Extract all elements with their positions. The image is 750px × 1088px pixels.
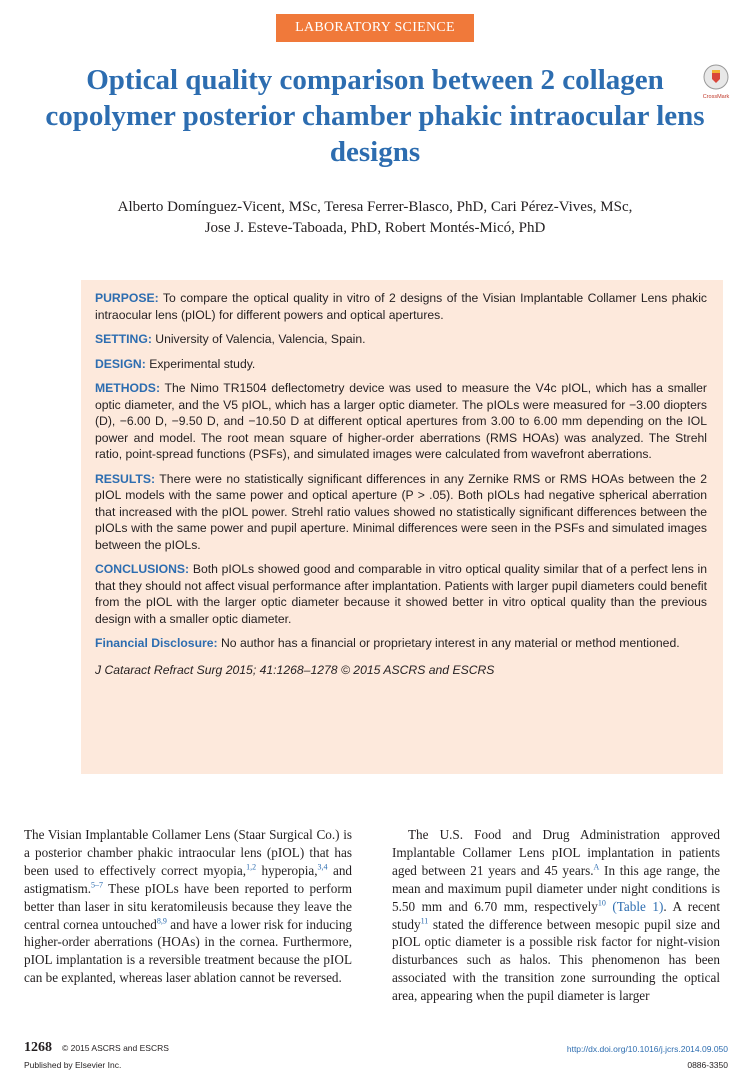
abstract-purpose bbox=[95, 290, 707, 323]
abstract-methods bbox=[95, 380, 707, 463]
reference-link[interactable]: 11 bbox=[420, 916, 429, 926]
results-label: RESULTS: bbox=[95, 471, 156, 486]
body-column-right bbox=[392, 826, 720, 1005]
reference-link[interactable]: 5–7 bbox=[91, 880, 104, 890]
authors-line-1: Alberto Domínguez-Vicent, MSc, Teresa Ferrer-Blasco, PhD, Cari Pérez-Vives, MSc, bbox=[117, 199, 633, 215]
abstract-disclosure bbox=[95, 635, 707, 652]
abstract-box bbox=[81, 280, 723, 774]
reference-link[interactable]: 3,4 bbox=[317, 862, 328, 872]
footer-page-info bbox=[24, 1040, 169, 1056]
body-text: and astigmatism. bbox=[24, 862, 353, 896]
body-text: . A recent study bbox=[392, 898, 721, 932]
body-column-left bbox=[24, 826, 352, 987]
purpose-text: To compare the optical quality in vitro of 2 designs of the Visian Implantable Collamer Lens phakic intraocular lens (pIOL) for different powers and optical apertures. bbox=[95, 291, 707, 322]
page-number: 1268 bbox=[24, 1040, 52, 1055]
author-list bbox=[40, 197, 710, 239]
crossmark-label: CrossMark bbox=[702, 94, 730, 100]
body-text: hyperopia, bbox=[256, 862, 318, 878]
body-text: stated the difference between mesopic pupil size and pIOL optic diameter is a possible risk factor for night-vision disturbances such as halos. This phenomenon has been associated with the transition zone surrounding the optical area, appearing when the pupil diameter is larger bbox=[392, 916, 720, 1004]
results-text: There were no statistically significant differences in any Zernike RMS or RMS HOAs between the 2 pIOL models with the same power and optical aperture (P > .05). Both pIOLs had negative spherical aberration that increased with the pIOL power. Strehl ratio values showed no statistically significant differences between the pIOLs with the same power and pupil aperture. Minimal differences were seen in the PSFs and simulated images between the pIOLs. bbox=[95, 471, 707, 552]
reference-link[interactable]: A bbox=[593, 862, 600, 872]
abstract-design bbox=[95, 356, 707, 373]
setting-text: University of Valencia, Valencia, Spain. bbox=[155, 332, 366, 346]
body-text: The U.S. Food and Drug Administration approved Implantable Collamer Lens pIOL implantation in patients aged between 21 years and 45 years. bbox=[392, 827, 720, 878]
conclusions-text: Both pIOLs showed good and comparable in vitro optical quality similar that of a perfect lens in that they should not affect visual performance after implantation. Patients with larger pupil diameters could benefit from the pIOL with the larger optic diameter because it showed better in vitro optical quality than the previous design with a smaller optic diameter. bbox=[95, 562, 707, 626]
body-text: In this age range, the mean and maximum pupil diameter under night conditions is 5.50 mm and 6.70 mm, respectively bbox=[392, 862, 720, 914]
publisher-line: Published by Elsevier Inc. bbox=[24, 1060, 122, 1070]
copyright: © 2015 ASCRS and ESCRS bbox=[62, 1043, 169, 1053]
journal-citation: J Cataract Refract Surg 2015; 41:1268–1278 © 2015 ASCRS and ESCRS bbox=[95, 662, 495, 677]
conclusions-label: CONCLUSIONS: bbox=[95, 562, 190, 576]
design-text: Experimental study. bbox=[149, 356, 256, 371]
disclosure-label: Financial Disclosure: bbox=[95, 636, 218, 650]
disclosure-text: No author has a financial or proprietary interest in any material or method mentioned. bbox=[220, 636, 680, 650]
doi-link[interactable]: http://dx.doi.org/10.1016/j.jcrs.2014.09.050 bbox=[566, 1044, 728, 1054]
methods-text: The Nimo TR1504 deflectometry device was used to measure the V4c pIOL, which has a smaller optic diameter, and the V5 pIOL, which has a larger optic diameter. The pIOLs were measured for −3.00 diopters (D), −6.00 D, −9.50 D, and −10.50 D at different optical apertures from 3.00 to 6.00 mm depending on the IOL power and model. The root mean square of higher-order aberrations (RMS HOAs) was analyzed. The Strehl ratio, point-spread functions (PSFs), and simulated images were calculated from wavefront aberrations. bbox=[95, 381, 707, 461]
reference-link[interactable]: 8,9 bbox=[156, 916, 167, 926]
purpose-label: PURPOSE: bbox=[95, 291, 159, 305]
authors-line-2: Jose J. Esteve-Taboada, PhD, Robert Montés-Micó, PhD bbox=[204, 220, 546, 236]
abstract-results bbox=[95, 471, 707, 554]
abstract-setting bbox=[95, 331, 707, 348]
abstract-conclusions bbox=[95, 561, 707, 627]
reference-link[interactable]: 1,2 bbox=[246, 862, 257, 872]
article-title: Optical quality comparison between 2 collagen copolymer posterior chamber phakic intraocular lens designs bbox=[45, 64, 705, 168]
body-text: and have a lower risk for inducing higher-order aberrations (HOAs) in the cornea. Furthermore, pIOL implantation is a reversible treatment because the pIOL can be explanted, whereas laser ablation cannot be reversed. bbox=[24, 916, 353, 986]
table-reference-link[interactable]: (Table 1) bbox=[612, 898, 664, 914]
design-label: DESIGN: bbox=[95, 356, 146, 371]
methods-label: METHODS: bbox=[95, 381, 160, 395]
section-banner: LABORATORY SCIENCE bbox=[276, 14, 474, 42]
setting-label: SETTING: bbox=[95, 332, 152, 346]
reference-link[interactable]: 10 bbox=[597, 898, 606, 908]
body-text: These pIOLs have been reported to perform better than laser in situ keratomileusis because they leave the central cornea untouched bbox=[24, 880, 352, 932]
issn: 0886-3350 bbox=[687, 1060, 728, 1070]
body-text: The Visian Implantable Collamer Lens (Staar Surgical Co.) is a posterior chamber phakic intraocular lens (pIOL) that has been used to effectively correct myopia, bbox=[24, 827, 352, 878]
